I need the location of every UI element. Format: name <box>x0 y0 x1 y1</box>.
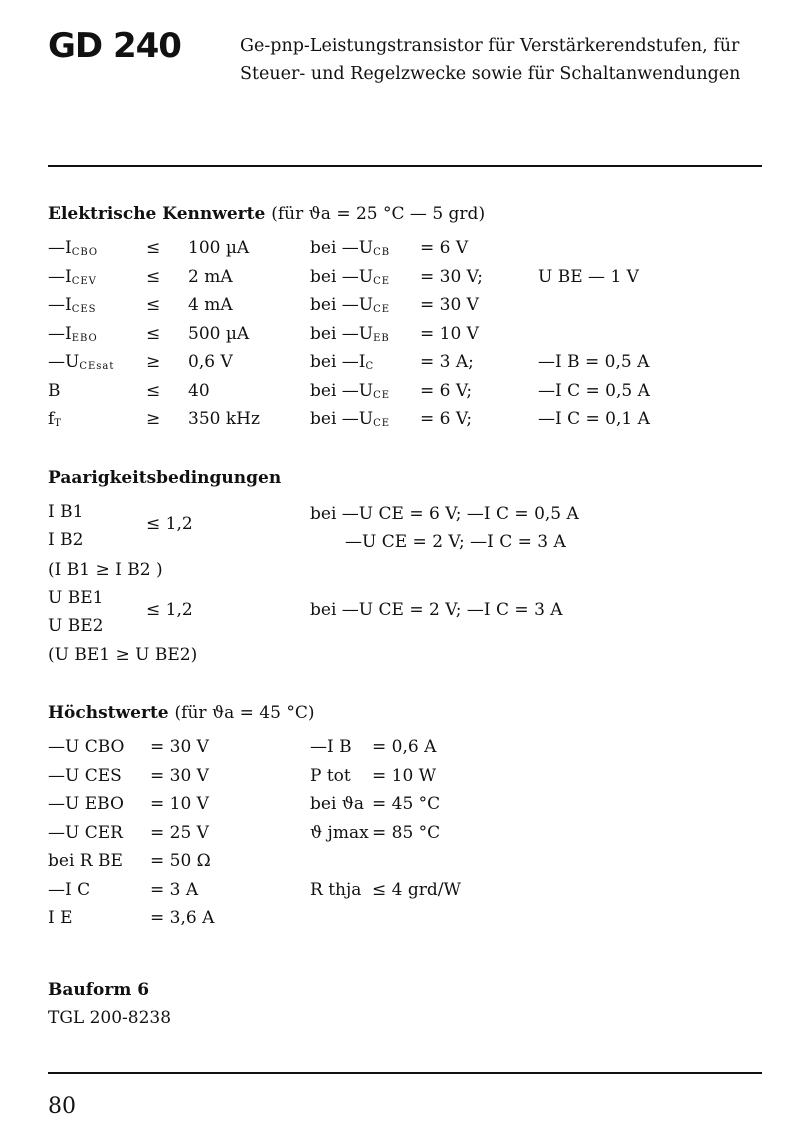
max-value: = 25 V <box>150 822 209 843</box>
max-value: ≤ 4 grd/W <box>372 879 461 900</box>
relation-sign: ≤ <box>146 238 161 258</box>
relation-sign: ≤ <box>146 323 161 344</box>
limit-value: 2 mA <box>188 266 233 287</box>
condition-main: bei —U <box>310 323 374 344</box>
pairing-ib1: I B1 <box>48 502 84 522</box>
electrical-heading <box>48 204 485 224</box>
max-value: = 0,6 A <box>372 737 437 757</box>
param-main: —I <box>48 323 72 344</box>
extra-condition: —I C = 0,1 A <box>538 409 650 429</box>
condition-value: = 6 V; <box>420 409 473 429</box>
condition-main: bei —U <box>310 409 374 429</box>
condition-subscript: CE <box>373 275 391 287</box>
param-symbol <box>48 267 97 287</box>
param-subscript: CEV <box>71 275 97 287</box>
relation-sign: ≥ <box>146 409 161 429</box>
relation-sign: ≥ <box>146 352 161 372</box>
limit-value: 0,6 V <box>188 352 233 372</box>
electrical-heading-text: Elektrische Kennwerte <box>48 204 266 224</box>
pairing-heading: Paarigkeitsbedingungen <box>48 468 282 488</box>
condition <box>310 267 390 287</box>
limit-value: 500 µA <box>188 323 250 344</box>
max-param: —U CBO <box>48 737 125 757</box>
page-number: 80 <box>48 1094 76 1119</box>
param-subscript: CES <box>71 304 97 315</box>
condition-main: bei —I <box>310 352 366 372</box>
max-heading <box>48 703 314 723</box>
max-param: —U EBO <box>48 794 124 814</box>
max-value: = 30 V <box>150 737 209 757</box>
relation-sign: ≤ <box>146 380 161 401</box>
condition-subscript: EB <box>373 332 390 344</box>
condition <box>310 381 390 401</box>
condition-value: = 30 V; <box>420 266 483 287</box>
condition-main: bei —U <box>310 238 374 258</box>
electrical-heading-cond: (für ϑa = 25 °C — 5 grd) <box>271 204 486 224</box>
pairing-ube2: U BE2 <box>48 616 104 636</box>
tgl-number: TGL 200-8238 <box>48 1008 172 1028</box>
pairing-ratio-1: ≤ 1,2 <box>146 514 193 534</box>
extra-condition: U BE — 1 V <box>538 266 639 287</box>
page-title: GD 240 <box>48 26 181 66</box>
param-main: —U <box>48 352 80 372</box>
max-param: —I C <box>48 879 91 900</box>
condition-subscript: CB <box>373 247 391 258</box>
condition-main: bei —U <box>310 295 374 315</box>
max-param: —I B <box>310 737 352 757</box>
condition-main: bei —U <box>310 380 374 401</box>
pairing-ube1: U BE1 <box>48 588 104 608</box>
max-param: —U CES <box>48 765 122 786</box>
max-param: I E <box>48 908 73 928</box>
limit-value: 4 mA <box>188 295 233 315</box>
max-value: = 85 °C <box>372 822 441 843</box>
bauform-label: Bauform 6 <box>48 980 150 1000</box>
pairing-ratio-2: ≤ 1,2 <box>146 600 193 620</box>
condition <box>310 409 390 429</box>
limit-value: 40 <box>188 380 210 401</box>
condition-main: bei —U <box>310 266 374 287</box>
param-main: —I <box>48 266 72 287</box>
param-subscript: CEsat <box>79 361 115 372</box>
max-param: bei R BE <box>48 851 123 871</box>
condition <box>310 352 374 372</box>
condition-value: = 6 V <box>420 238 469 258</box>
pairing-cond-1: bei —U CE = 6 V; —I C = 0,5 A <box>310 504 579 524</box>
condition-subscript: CE <box>373 418 391 429</box>
param-symbol <box>48 409 62 429</box>
param-symbol <box>48 381 61 401</box>
max-heading-text: Höchstwerte <box>48 703 169 723</box>
condition-value: = 3 A; <box>420 352 474 372</box>
condition <box>310 295 390 315</box>
top-rule <box>48 165 762 167</box>
max-value: = 45 °C <box>372 794 441 814</box>
param-main: f <box>48 409 55 429</box>
param-symbol <box>48 324 98 344</box>
max-value: = 10 W <box>372 765 437 786</box>
max-param: R thja <box>310 879 362 900</box>
pairing-ube-relation: (U BE1 ≥ U BE2) <box>48 645 198 665</box>
max-value: = 50 Ω <box>150 851 211 871</box>
max-param: P tot <box>310 765 351 786</box>
condition-value: = 10 V <box>420 323 479 344</box>
max-value: = 10 V <box>150 794 209 814</box>
extra-condition: —I B = 0,5 A <box>538 352 650 372</box>
max-value: = 30 V <box>150 765 209 786</box>
extra-condition: —I C = 0,5 A <box>538 380 650 401</box>
pairing-ib-relation: (I B1 ≥ I B2 ) <box>48 560 163 580</box>
max-param: —U CER <box>48 822 123 843</box>
max-value: = 3,6 A <box>150 908 215 928</box>
max-value: = 3 A <box>150 879 199 900</box>
pairing-cond-2: —U CE = 2 V; —I C = 3 A <box>345 532 566 552</box>
condition-subscript: CE <box>373 304 391 315</box>
param-symbol <box>48 295 97 315</box>
max-heading-cond: (für ϑa = 45 °C) <box>174 703 315 723</box>
condition-value: = 30 V <box>420 295 479 315</box>
limit-value: 350 kHz <box>188 409 260 429</box>
relation-sign: ≤ <box>146 266 161 287</box>
param-main: —I <box>48 295 72 315</box>
param-symbol <box>48 238 98 258</box>
pairing-cond-3: bei —U CE = 2 V; —I C = 3 A <box>310 600 563 620</box>
relation-sign: ≤ <box>146 295 161 315</box>
condition-subscript: CE <box>373 389 391 401</box>
param-subscript: CBO <box>71 247 99 258</box>
param-main: B <box>48 380 61 401</box>
bottom-rule <box>48 1072 762 1074</box>
param-symbol <box>48 352 114 372</box>
condition-subscript: C <box>365 361 375 372</box>
param-main: —I <box>48 238 72 258</box>
pairing-ib2: I B2 <box>48 530 84 550</box>
param-subscript: T <box>54 418 62 429</box>
param-subscript: EBO <box>71 332 98 344</box>
max-param: ϑ jmax <box>310 822 369 843</box>
max-param: bei ϑa <box>310 794 365 814</box>
description: Ge-pnp-Leistungstransistor für Verstärkerendstufen, für Steuer- und Regelzwecke sowie für Schaltanwendungen <box>240 36 741 84</box>
condition-value: = 6 V; <box>420 380 473 401</box>
limit-value: 100 µA <box>188 238 250 258</box>
condition <box>310 238 390 258</box>
condition <box>310 324 390 344</box>
